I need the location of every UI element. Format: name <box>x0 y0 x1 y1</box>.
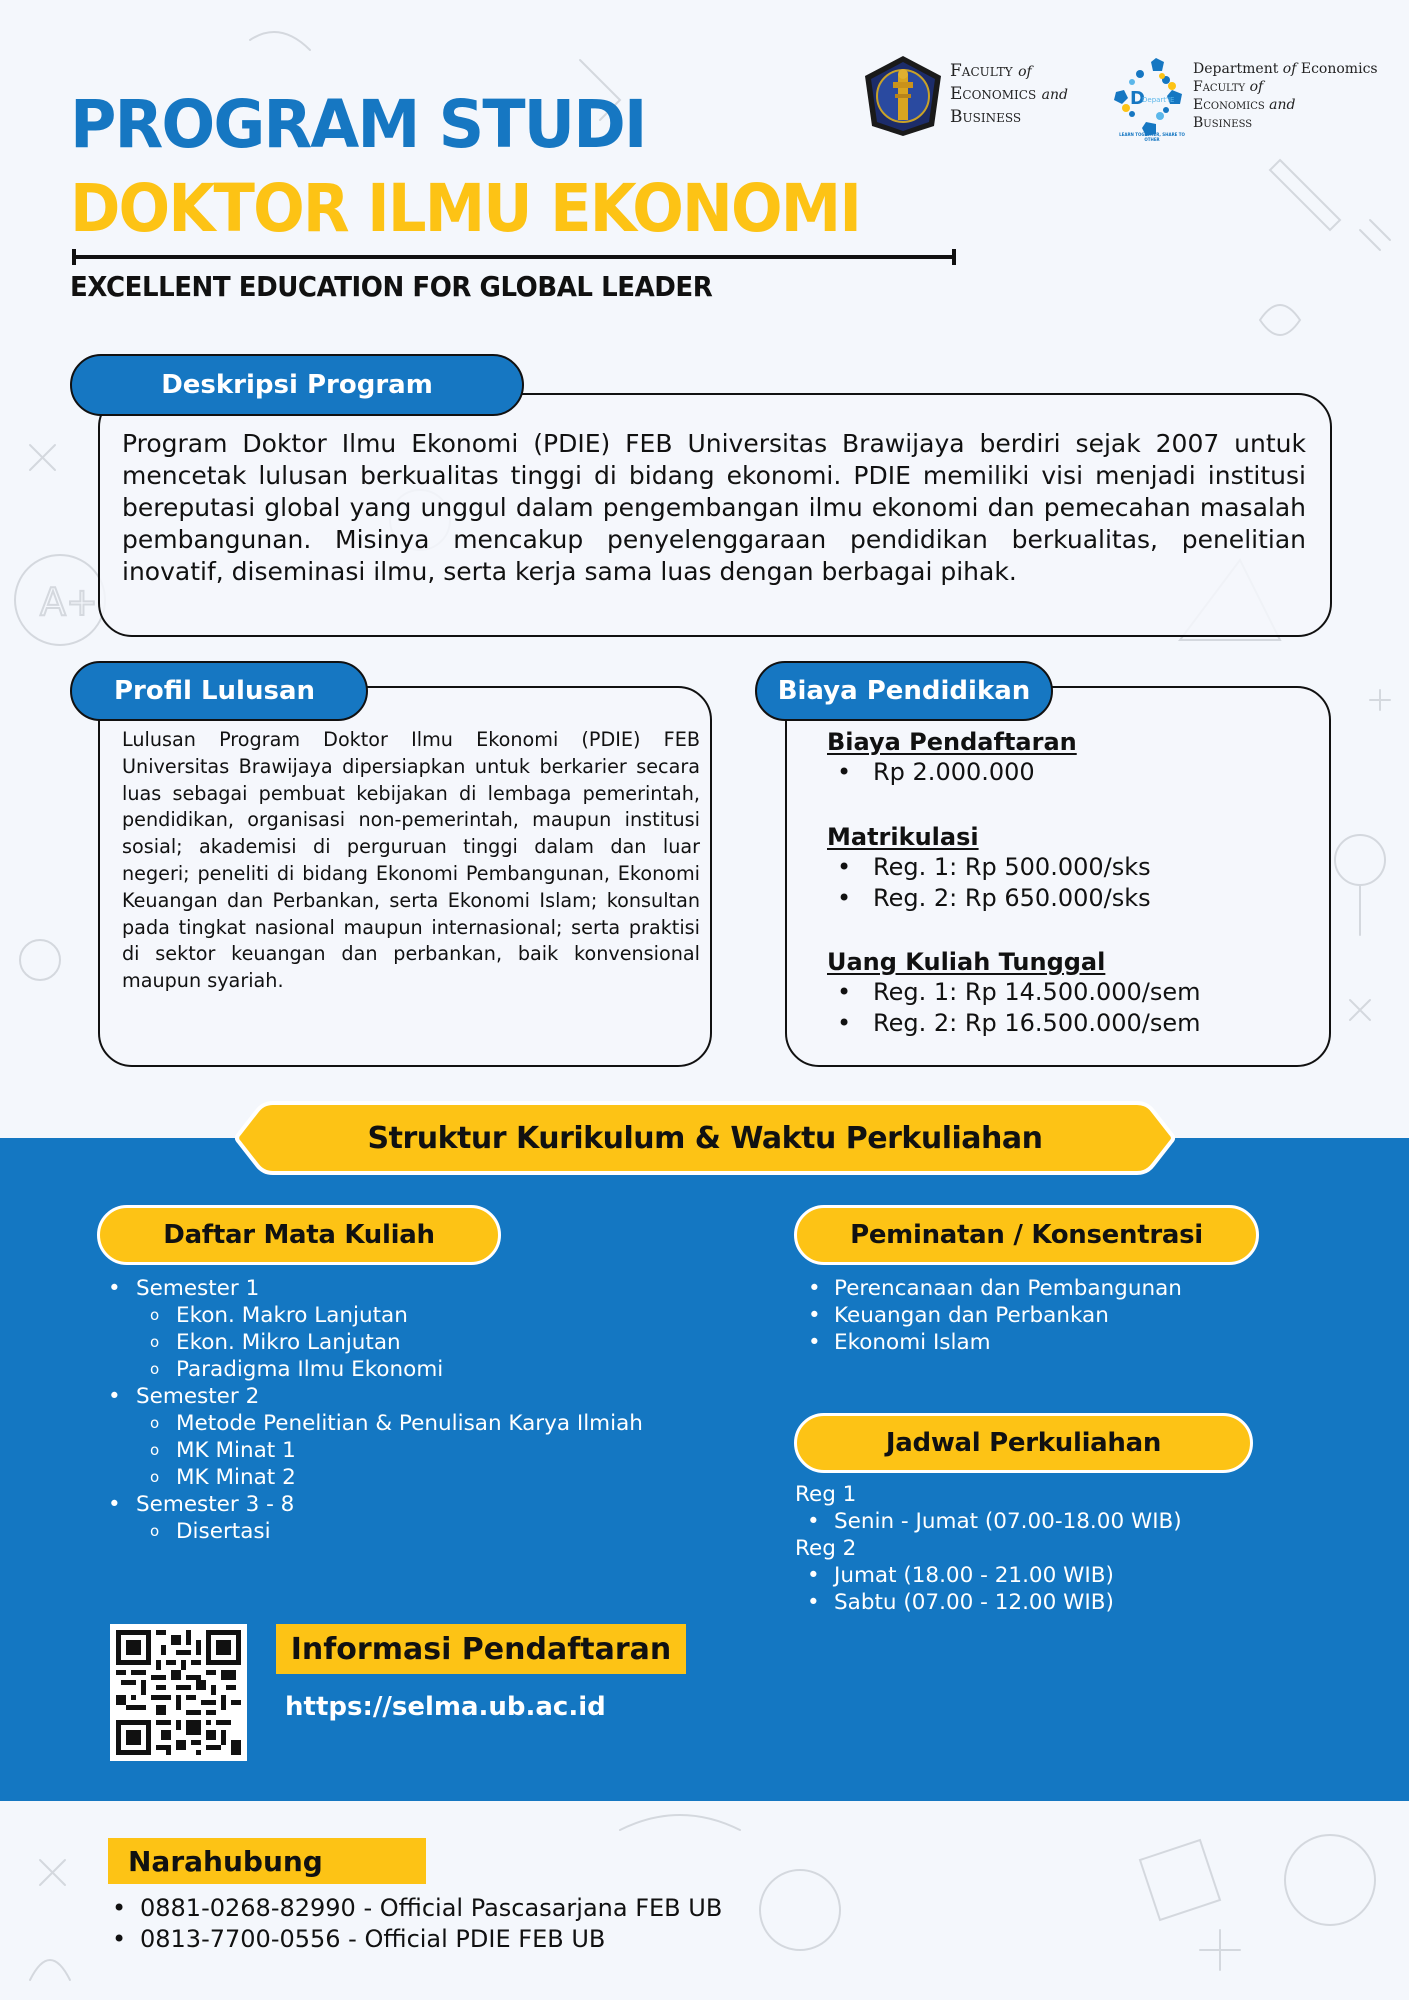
jadwal-list <box>795 1481 1255 1616</box>
reg-name: Reg 1 <box>795 1482 857 1507</box>
semester-name: Semester 2 <box>136 1384 260 1409</box>
semester-item <box>104 1491 664 1545</box>
svg-text:A+: A+ <box>40 580 98 624</box>
doodle-circle-icon <box>15 555 105 645</box>
pendaftaran-label: Informasi Pendaftaran <box>276 1624 686 1674</box>
peminatan-item: • Ekonomi Islam <box>804 1329 1264 1356</box>
course-item: o MK Minat 1 <box>104 1437 664 1464</box>
pendaftaran-url-link[interactable]: https://selma.ub.ac.id <box>285 1692 606 1722</box>
course-item: o Ekon. Mikro Lanjutan <box>104 1329 664 1356</box>
semester-name: Semester 1 <box>136 1276 260 1301</box>
curriculum-banner <box>233 1100 1177 1176</box>
deskripsi-label: Deskripsi Program <box>70 354 524 416</box>
profil-text: Lulusan Program Doktor Ilmu Ekonomi (PDIE) FEB Universitas Brawijaya dipersiapkan untuk berkarier secara luas sebagai pembuat kebijakan di lembaga pemerintah, pendidikan, organisasi non-pemerintah, maupun institusi sosial; akademisi di perguruan tinggi dalam dan luar negeri; peneliti di bidang Ekonomi Pembangunan, Ekonomi Keuangan dan Perbankan, serta Ekonomi Islam; konsultan pada tingkat nasional maupun internasional; serta praktisi di sektor keuangan dan perbankan, baik konvensional maupun syariah. <box>122 728 700 993</box>
tagline: EXCELLENT EDUCATION FOR GLOBAL LEADER <box>70 270 713 303</box>
schedule-slot: • Senin - Jumat (07.00-18.00 WIB) <box>795 1508 1255 1535</box>
university-seal-logo-icon <box>862 54 944 138</box>
faculty-line1: Faculty <box>950 61 1013 81</box>
contact-item[interactable]: • 0813-7700-0556 - Official PDIE FEB UB <box>104 1924 722 1955</box>
curriculum-banner-title: Struktur Kurikulum & Waktu Perkuliahan <box>367 1120 1043 1156</box>
svg-text:Depart'IE: Depart'IE <box>1142 96 1175 104</box>
dept-line1-end: Economics <box>1300 61 1378 77</box>
svg-text:D: D <box>1130 88 1145 109</box>
course-item: o Metode Penelitian & Penulisan Karya Ilmiah <box>104 1410 694 1437</box>
fee-group-title: Uang Kuliah Tunggal <box>827 948 1106 976</box>
peminatan-item: • Perencanaan dan Pembangunan <box>804 1275 1264 1302</box>
course-item: o Disertasi <box>104 1518 664 1545</box>
dept-line3: Economics <box>1193 97 1265 113</box>
page-title-line2: DOKTOR ILMU EKONOMI <box>70 170 861 247</box>
schedule-slot: • Jumat (18.00 - 21.00 WIB) <box>795 1562 1255 1589</box>
biaya-label: Biaya Pendidikan <box>755 661 1053 721</box>
qr-code-icon[interactable] <box>110 1624 247 1761</box>
dept-line2-suffix: of <box>1249 79 1264 95</box>
peminatan-label: Peminatan / Konsentrasi <box>794 1205 1259 1265</box>
semester-item <box>104 1275 664 1383</box>
profil-label: Profil Lulusan <box>70 661 368 721</box>
department-logo-tagline: LEARN TOGETHER, SHARE TO OTHER <box>1119 132 1185 142</box>
course-item: o MK Minat 2 <box>104 1464 664 1491</box>
fee-group-matrikulasi <box>827 822 1297 914</box>
title-divider <box>72 255 956 259</box>
fee-item: • Reg. 2: Rp 650.000/sks <box>827 883 1297 914</box>
semester-name: Semester 3 - 8 <box>136 1492 295 1517</box>
fee-group-title: Matrikulasi <box>827 823 979 851</box>
fee-item: • Reg. 1: Rp 500.000/sks <box>827 852 1297 883</box>
dept-line2: Faculty <box>1193 79 1246 95</box>
faculty-line1-suffix: of <box>1018 64 1032 80</box>
peminatan-item: • Keuangan dan Perbankan <box>804 1302 1264 1329</box>
department-logo-text <box>1193 60 1378 132</box>
fee-item: • Reg. 2: Rp 16.500.000/sem <box>827 1008 1297 1039</box>
course-list <box>104 1275 664 1545</box>
schedule-slot: • Sabtu (07.00 - 12.00 WIB) <box>795 1589 1255 1616</box>
faculty-logo-text <box>950 60 1068 128</box>
peminatan-list <box>804 1275 1264 1356</box>
qr-code-pattern <box>116 1630 241 1755</box>
contact-list <box>104 1893 722 1955</box>
course-item: o Paradigma Ilmu Ekonomi <box>104 1356 664 1383</box>
page-title-line1: PROGRAM STUDI <box>70 86 646 163</box>
faculty-line3: Business <box>950 107 1022 127</box>
deskripsi-text: Program Doktor Ilmu Ekonomi (PDIE) FEB Universitas Brawijaya berdiri sejak 2007 untuk mencetak lulusan berkualitas tinggi di bidang ekonomi. PDIE memiliki visi menjadi institusi bereputasi global yang unggul dalam pengembangan ilmu ekonomi dan pemecahan masalah pembangunan. Misinya mencakup penyelenggaraan pendidikan berkualitas, penelitian inovatif, diseminasi ilmu, serta kerja sama luas dengan berbagai pihak. <box>122 429 1306 586</box>
dept-line4: Business <box>1193 115 1253 131</box>
fee-item: • Rp 2.000.000 <box>827 757 1297 788</box>
department-logo-icon <box>1112 56 1184 138</box>
dept-line1-mid: of <box>1282 61 1297 77</box>
fee-group-title: Biaya Pendaftaran <box>827 728 1077 756</box>
jadwal-label: Jadwal Perkuliahan <box>794 1413 1253 1473</box>
course-item: o Ekon. Makro Lanjutan <box>104 1302 664 1329</box>
narahubung-label: Narahubung <box>108 1838 426 1884</box>
semester-item <box>104 1383 664 1491</box>
fee-group-ukt <box>827 947 1297 1039</box>
contact-item[interactable]: • 0881-0268-82990 - Official Pascasarjana FEB UB <box>104 1893 722 1924</box>
dept-line3-suffix: and <box>1269 97 1296 113</box>
dept-line1: Department <box>1193 61 1279 77</box>
doodle-cross-icon <box>30 445 55 470</box>
mata-kuliah-label: Daftar Mata Kuliah <box>97 1205 501 1265</box>
faculty-line2: Economics <box>950 84 1037 104</box>
fee-item: • Reg. 1: Rp 14.500.000/sem <box>827 977 1297 1008</box>
faculty-line2-suffix: and <box>1041 87 1068 103</box>
reg-name: Reg 2 <box>795 1536 857 1561</box>
fee-group-pendaftaran <box>827 727 1297 788</box>
